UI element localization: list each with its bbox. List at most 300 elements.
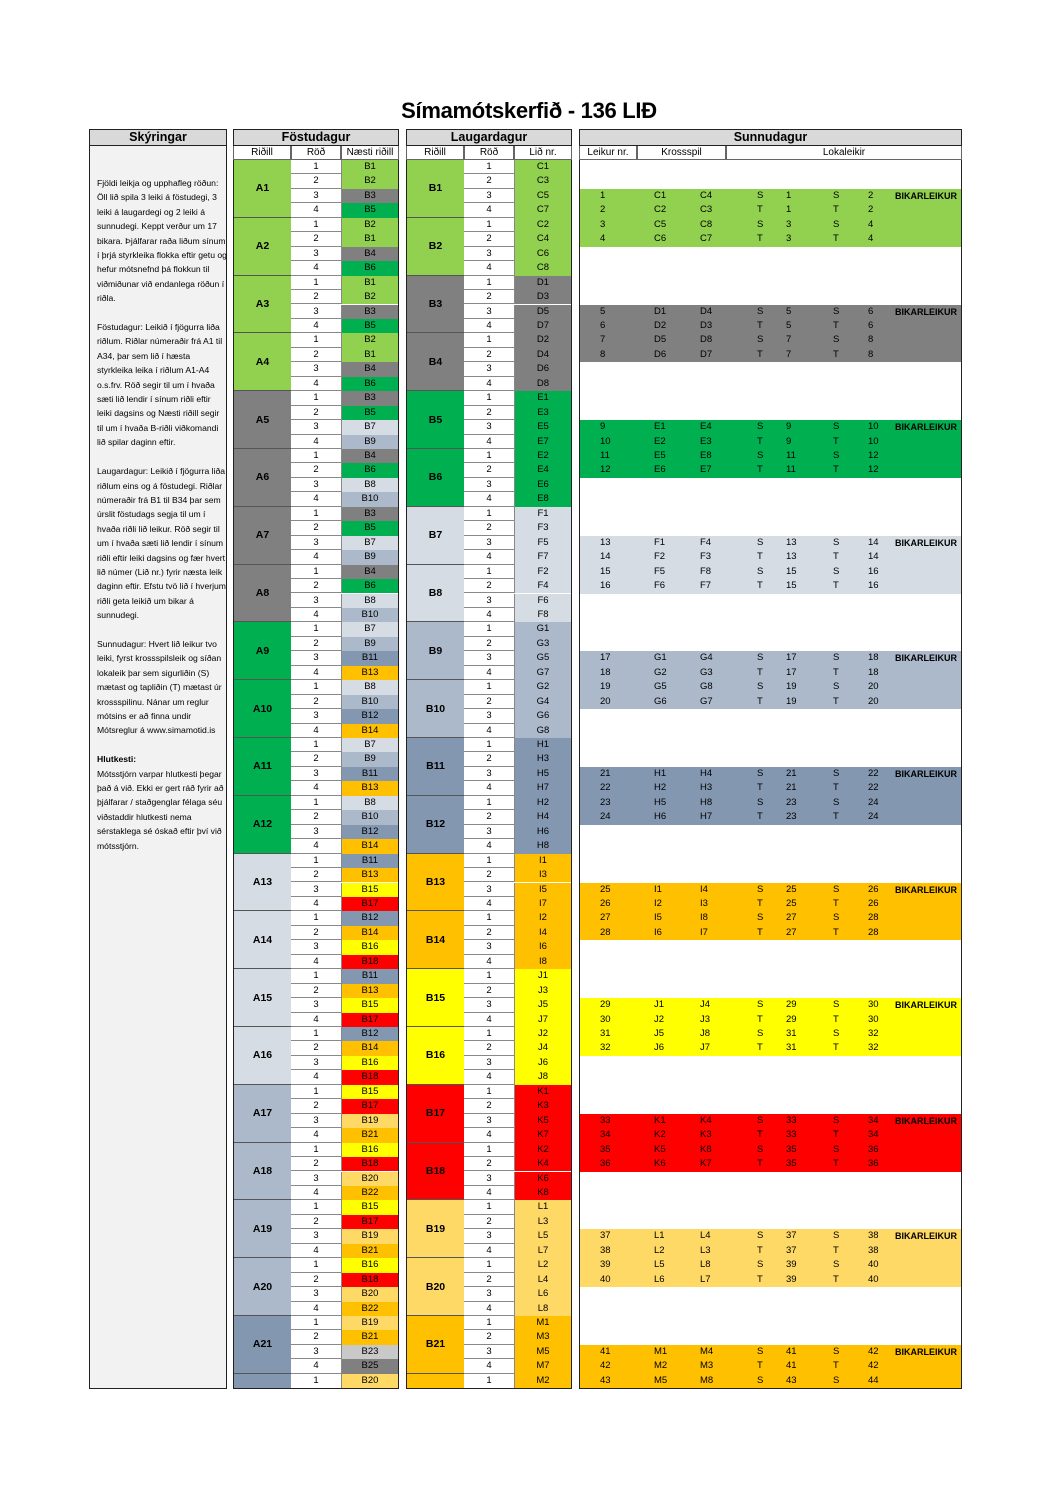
- sunnudagur-row: [580, 1244, 961, 1259]
- next-group-cell: B8: [341, 594, 398, 608]
- krossspil-team: D4: [700, 305, 713, 317]
- next-group-cell: B23: [341, 1345, 398, 1359]
- lokaleikur-value: T: [833, 464, 839, 476]
- team-cell: I7: [514, 897, 571, 911]
- sunnudagur-row: [580, 1143, 961, 1158]
- lokaleikur-value: T: [757, 233, 763, 245]
- lokaleikur-value: S: [757, 218, 764, 230]
- sunnudagur-row: [580, 333, 961, 348]
- next-group-cell: B10: [341, 492, 398, 506]
- lokaleikur-value: S: [757, 912, 764, 924]
- group-cell: B21: [407, 1316, 464, 1374]
- next-group-cell: B14: [341, 926, 398, 940]
- lokaleikur-value: S: [833, 450, 840, 461]
- leikur-nr: 26: [600, 897, 611, 909]
- next-group-cell: B17: [341, 1215, 398, 1229]
- skyringar-paragraph: Mótsstjórn varpar hlutkesti þegar það á við. Ekki er gert ráð fyrir að þjálfarar / staðgenglar félaga séu viðstaddir hlutkesti nema sérstaklega sé óskað eftir því við mótsstjórn.: [97, 768, 224, 851]
- lokaleikur-value: T: [757, 551, 763, 563]
- krossspil-team: L5: [654, 1259, 665, 1271]
- krossspil-team: K2: [654, 1129, 666, 1141]
- rod-cell: 3: [313, 652, 319, 664]
- krossspil-team: E8: [700, 450, 712, 461]
- krossspil-team: L3: [700, 1244, 711, 1256]
- rod-cell: 4: [486, 1013, 492, 1025]
- lokaleikur-value: 25: [786, 897, 797, 909]
- rod-cell: 2: [486, 580, 492, 592]
- sunnudagur-row: [580, 1041, 961, 1056]
- rod-cell: 2: [313, 984, 319, 996]
- lokaleikur-value: T: [833, 926, 839, 938]
- next-group-cell: B11: [341, 854, 398, 868]
- lokaleikur-value: 1: [786, 189, 792, 201]
- krossspil-team: J4: [700, 999, 711, 1011]
- lokaleikur-value: S: [833, 796, 840, 808]
- lokaleikur-value: S: [833, 1345, 840, 1357]
- rod-cell: 4: [313, 493, 319, 505]
- krossspil-team: K6: [654, 1158, 666, 1170]
- team-cell: L5: [514, 1229, 571, 1243]
- krossspil-team: L1: [654, 1230, 665, 1242]
- lokaleikur-value: T: [757, 464, 763, 476]
- leikur-nr: 37: [600, 1230, 611, 1242]
- leikur-nr: 42: [600, 1360, 611, 1372]
- rod-cell: 4: [313, 1013, 319, 1025]
- rod-cell: 4: [486, 435, 492, 447]
- team-cell: J5: [514, 998, 571, 1012]
- rod-cell: 1: [313, 334, 319, 346]
- team-cell: C6: [514, 247, 571, 261]
- leikur-nr: 12: [600, 464, 611, 476]
- next-group-cell: B3: [341, 305, 398, 319]
- krossspil-team: E7: [700, 464, 712, 476]
- next-group-cell: B5: [341, 319, 398, 333]
- rod-cell: 2: [313, 1273, 319, 1285]
- next-group-cell: B8: [341, 796, 398, 810]
- lokaleikur-value: 26: [868, 897, 879, 909]
- rod-cell: 4: [486, 1129, 492, 1141]
- skyringar-paragraph: Föstudagur: Leikið í fjögurra liða riðlum. Riðlar númeraðir frá A1 til A34, þar sem lið í hæsta styrkleika leika í riðlum A1-A4 o.s.frv. Röð segir til um í hvaða sæti lið lendir í sínum riðli eftir leiki dagsins og Næsti riðill segir til um í hvaða B-riðli viðkomandi lið spilar daginn eftir.: [97, 322, 223, 448]
- krossspil-team: C5: [654, 218, 667, 230]
- lokaleikur-value: 27: [786, 926, 797, 938]
- rod-cell: 3: [486, 305, 492, 317]
- krossspil-team: L8: [700, 1259, 711, 1271]
- lokaleikur-value: 36: [868, 1158, 879, 1170]
- lokaleikur-value: S: [757, 334, 764, 346]
- team-cell: K4: [514, 1157, 571, 1171]
- lokaleikur-value: S: [757, 1028, 764, 1039]
- rod-cell: 2: [313, 1331, 319, 1343]
- lokaleikur-value: T: [833, 811, 839, 823]
- rod-cell: 3: [486, 594, 492, 606]
- lokaleikur-value: 22: [868, 782, 879, 794]
- lokaleikur-value: 23: [786, 796, 797, 808]
- col-header-leikur-nr: Leikur nr.: [579, 146, 637, 160]
- sunnudagur-row: [580, 1128, 961, 1143]
- rod-cell: 1: [486, 1201, 492, 1213]
- rod-cell: 2: [313, 926, 319, 938]
- rod-cell: 2: [313, 1100, 319, 1112]
- lokaleikur-value: S: [833, 1143, 840, 1155]
- lokaleikur-value: 6: [868, 319, 874, 331]
- lokaleikur-value: 14: [868, 536, 879, 548]
- next-group-cell: B19: [341, 1229, 398, 1243]
- lokaleikur-value: 3: [786, 233, 792, 245]
- krossspil-team: M4: [700, 1345, 714, 1357]
- lokaleikur-value: 23: [786, 811, 797, 823]
- rod-cell: 1: [313, 1317, 319, 1328]
- rod-cell: 1: [486, 392, 492, 404]
- next-group-cell: B16: [341, 1056, 398, 1070]
- group-cell: A10: [234, 680, 291, 738]
- team-cell: L8: [514, 1302, 571, 1316]
- lokaleikur-value: S: [833, 189, 840, 201]
- rod-cell: 2: [486, 984, 492, 996]
- rod-cell: 2: [486, 1215, 492, 1227]
- team-cell: D5: [514, 305, 571, 319]
- sunnudagur-row: [580, 550, 961, 565]
- leikur-nr: 8: [600, 348, 606, 360]
- rod-cell: 1: [486, 681, 492, 693]
- team-cell: G2: [514, 680, 571, 694]
- rod-cell: 2: [313, 811, 319, 823]
- bikarleikur-label: BIKARLEIKUR: [895, 537, 957, 548]
- team-cell: E4: [514, 463, 571, 477]
- lokaleikur-value: T: [757, 666, 763, 678]
- col-header-ridill: Riðill: [406, 146, 464, 160]
- leikur-nr: 38: [600, 1244, 611, 1256]
- rod-cell: 4: [313, 724, 319, 736]
- rod-cell: 1: [313, 392, 319, 404]
- team-cell: H5: [514, 767, 571, 781]
- lokaleikur-value: T: [757, 1042, 763, 1054]
- sunnudagur-row: [580, 319, 961, 334]
- sunnudagur-row: [580, 897, 961, 912]
- lokaleikur-value: T: [833, 435, 839, 447]
- krossspil-team: D1: [654, 305, 667, 317]
- bikarleikur-label: BIKARLEIKUR: [895, 653, 957, 664]
- team-cell: G4: [514, 695, 571, 709]
- sunnudagur-row: [580, 1229, 961, 1244]
- team-cell: H7: [514, 781, 571, 795]
- rod-cell: 2: [313, 1042, 319, 1054]
- next-group-cell: B14: [341, 839, 398, 853]
- next-group-cell: B22: [341, 1186, 398, 1200]
- sunnudagur-row: [580, 565, 961, 580]
- group-cell: B4: [407, 333, 464, 391]
- lokaleikur-value: 31: [786, 1028, 797, 1039]
- lokaleikur-value: 41: [786, 1345, 797, 1357]
- lokaleikur-value: T: [833, 695, 839, 707]
- rod-cell: 1: [486, 334, 492, 346]
- next-group-cell: B1: [341, 160, 398, 174]
- sunnudagur-row: [580, 305, 961, 320]
- team-cell: J1: [514, 969, 571, 983]
- team-cell: F3: [514, 521, 571, 535]
- rod-cell: 1: [313, 796, 319, 808]
- rod-cell: 1: [486, 1317, 492, 1328]
- rod-cell: 4: [313, 840, 319, 852]
- team-cell: C4: [514, 232, 571, 246]
- leikur-nr: 11: [600, 450, 610, 461]
- hlutkesti-title: Hlutkesti:: [97, 754, 137, 765]
- next-group-cell: B8: [341, 478, 398, 492]
- krossspil-team: D6: [654, 348, 667, 360]
- lokaleikur-value: S: [757, 999, 764, 1011]
- next-group-cell: B25: [341, 1359, 398, 1373]
- lokaleikur-value: 8: [868, 348, 874, 360]
- team-cell: I5: [514, 883, 571, 897]
- rod-cell: 4: [486, 551, 492, 563]
- rod-cell: 2: [486, 175, 492, 187]
- rod-cell: 1: [486, 507, 492, 519]
- krossspil-team: K7: [700, 1158, 712, 1170]
- lokaleikur-value: S: [757, 883, 764, 895]
- leikur-nr: 14: [600, 551, 611, 563]
- lokaleikur-value: S: [833, 652, 840, 664]
- skyringar-text: [97, 176, 227, 867]
- next-group-cell: B6: [341, 261, 398, 275]
- lokaleikur-value: S: [833, 1259, 840, 1271]
- lokaleikur-value: S: [833, 218, 840, 230]
- team-cell: M7: [514, 1359, 571, 1373]
- team-cell: H6: [514, 825, 571, 839]
- rod-cell: 2: [486, 1042, 492, 1054]
- lokaleikur-value: 32: [868, 1028, 879, 1039]
- krossspil-team: C8: [700, 218, 713, 230]
- sunnudagur-header: Sunnudagur: [579, 129, 962, 146]
- lokaleikur-value: 42: [868, 1345, 879, 1357]
- sunnudagur-row: [580, 666, 961, 681]
- krossspil-team: H6: [654, 811, 667, 823]
- team-cell: G1: [514, 622, 571, 636]
- lokaleikur-value: S: [833, 1374, 840, 1386]
- next-group-cell: B20: [341, 1172, 398, 1186]
- lokaleikur-value: T: [757, 1273, 763, 1285]
- lokaleikur-value: 4: [868, 233, 874, 245]
- rod-cell: 2: [486, 291, 492, 303]
- leikur-nr: 6: [600, 319, 606, 331]
- sunnudagur-row: [580, 680, 961, 695]
- team-cell: H1: [514, 738, 571, 752]
- lokaleikur-value: T: [757, 204, 763, 216]
- lokaleikur-value: 2: [868, 189, 874, 201]
- lokaleikur-value: 30: [868, 999, 879, 1011]
- team-cell: D7: [514, 319, 571, 333]
- sunnudagur-row: [580, 536, 961, 551]
- lokaleikur-value: S: [833, 1114, 840, 1126]
- next-group-cell: B21: [341, 1330, 398, 1344]
- lokaleikur-value: 4: [868, 218, 874, 230]
- rod-cell: 3: [486, 767, 492, 779]
- lokaleikur-value: 36: [868, 1143, 879, 1155]
- rod-cell: 2: [486, 1331, 492, 1343]
- next-group-cell: B7: [341, 738, 398, 752]
- next-group-cell: B19: [341, 1114, 398, 1128]
- krossspil-team: M2: [654, 1360, 668, 1372]
- team-cell: M3: [514, 1330, 571, 1344]
- sunnudagur-row: [580, 1114, 961, 1129]
- rod-cell: 1: [313, 276, 319, 288]
- next-group-cell: B13: [341, 868, 398, 882]
- rod-cell: 3: [486, 247, 492, 259]
- team-cell: F4: [514, 579, 571, 593]
- rod-cell: 2: [486, 348, 492, 360]
- rod-cell: 2: [486, 926, 492, 938]
- group-cell: B3: [407, 276, 464, 334]
- col-header-naesti-ridill: Næsti riðill: [341, 146, 399, 160]
- krossspil-team: F1: [654, 536, 666, 548]
- sunnudagur-row: [580, 883, 961, 898]
- group-cell: A19: [234, 1200, 291, 1258]
- lokaleikur-value: S: [757, 681, 764, 693]
- team-cell: E8: [514, 492, 571, 506]
- krossspil-team: F7: [700, 580, 712, 592]
- lokaleikur-value: S: [757, 565, 764, 577]
- team-cell: J2: [514, 1027, 571, 1041]
- lokaleikur-value: 1: [786, 204, 792, 216]
- rod-cell: 2: [486, 1100, 492, 1112]
- next-group-cell: B9: [341, 550, 398, 564]
- krossspil-team: L7: [700, 1273, 711, 1285]
- sunnudagur-row: [580, 1157, 961, 1172]
- rod-cell: 3: [486, 883, 492, 895]
- krossspil-team: I6: [654, 926, 662, 938]
- rod-cell: 1: [486, 1374, 492, 1386]
- lokaleikur-value: 39: [786, 1273, 797, 1285]
- lokaleikur-value: T: [757, 811, 763, 823]
- rod-cell: 4: [313, 319, 319, 331]
- group-cell: A15: [234, 969, 291, 1027]
- lokaleikur-value: T: [833, 897, 839, 909]
- krossspil-team: F3: [700, 551, 712, 563]
- next-group-cell: B14: [341, 724, 398, 738]
- team-cell: F6: [514, 594, 571, 608]
- next-group-cell: B2: [341, 174, 398, 188]
- rod-cell: 2: [486, 869, 492, 881]
- rod-cell: 3: [486, 1172, 492, 1184]
- rod-cell: 1: [313, 1085, 319, 1097]
- leikur-nr: 30: [600, 1013, 611, 1025]
- leikur-nr: 4: [600, 233, 606, 245]
- next-group-cell: B22: [341, 1302, 398, 1316]
- rod-cell: 1: [486, 450, 492, 461]
- leikur-nr: 10: [600, 435, 611, 447]
- next-group-cell: B12: [341, 911, 398, 925]
- lokaleikur-value: 32: [868, 1042, 879, 1054]
- col-header-krossspil: Krossspil: [637, 146, 726, 160]
- sunnudagur-row: [580, 926, 961, 941]
- krossspil-team: K8: [700, 1143, 712, 1155]
- group-cell: A7: [234, 507, 291, 565]
- krossspil-team: G8: [700, 681, 713, 693]
- team-cell: K7: [514, 1128, 571, 1142]
- next-group-cell: B6: [341, 463, 398, 477]
- next-group-cell: B5: [341, 521, 398, 535]
- rod-cell: 2: [313, 1158, 319, 1170]
- lokaleikur-value: S: [833, 334, 840, 346]
- leikur-nr: 28: [600, 926, 611, 938]
- lokaleikur-value: T: [757, 782, 763, 794]
- rod-cell: 3: [313, 1345, 319, 1357]
- skyringar-paragraph: Laugardagur: Leikið í fjögurra liða riðlum eins og á föstudegi. Riðlar númeraðir frá B1 til B34 þar sem úrslit föstudags segja til um í hvaða riðli lið leikur. Röð segir til um í hvaða sæti lið lendir í sínum riðli eftir leiki dagsins og fær hvert lið númer (Lið nr.) fyrir næsta leik daginn eftir. Efstu tvö lið í hverjum riðli geta leikið um bikar á sunnudegi.: [97, 466, 226, 621]
- rod-cell: 1: [313, 1259, 319, 1271]
- lokaleikur-value: S: [757, 767, 764, 779]
- rod-cell: 3: [486, 1345, 492, 1357]
- rod-cell: 4: [313, 1129, 319, 1141]
- rod-cell: 3: [486, 536, 492, 548]
- team-cell: D2: [514, 333, 571, 347]
- group-cell: B12: [407, 796, 464, 854]
- sunnudagur-row: [580, 695, 961, 710]
- krossspil-team: I1: [654, 883, 662, 895]
- team-cell: D1: [514, 276, 571, 290]
- rod-cell: 2: [486, 233, 492, 245]
- team-cell: C1: [514, 160, 571, 174]
- lokaleikur-value: T: [757, 1013, 763, 1025]
- group-cell: B10: [407, 680, 464, 738]
- krossspil-team: L6: [654, 1273, 665, 1285]
- rod-cell: 4: [313, 1071, 319, 1083]
- rod-cell: 2: [486, 406, 492, 418]
- rod-cell: 4: [313, 666, 319, 678]
- krossspil-team: C1: [654, 189, 667, 201]
- lokaleikur-value: 38: [868, 1230, 879, 1242]
- rod-cell: 2: [486, 1158, 492, 1170]
- lokaleikur-value: T: [833, 580, 839, 592]
- lokaleikur-value: S: [833, 536, 840, 548]
- rod-cell: 4: [486, 377, 492, 389]
- rod-cell: 2: [313, 580, 319, 592]
- krossspil-team: D5: [654, 334, 667, 346]
- rod-cell: 1: [486, 623, 492, 635]
- krossspil-team: I7: [700, 926, 708, 938]
- leikur-nr: 17: [600, 652, 611, 664]
- krossspil-team: G5: [654, 681, 667, 693]
- rod-cell: 3: [486, 710, 492, 722]
- krossspil-team: J2: [654, 1013, 665, 1025]
- sunnudagur-row: [580, 767, 961, 782]
- group-cell: A12: [234, 796, 291, 854]
- rod-cell: 2: [486, 753, 492, 765]
- group-cell: B5: [407, 391, 464, 449]
- rod-cell: 4: [486, 493, 492, 505]
- group-cell: B8: [407, 565, 464, 623]
- lokaleikur-value: 20: [868, 681, 879, 693]
- rod-cell: 3: [486, 363, 492, 375]
- col-header-rod: Röð: [464, 146, 514, 160]
- krossspil-team: H8: [700, 796, 713, 808]
- rod-cell: 1: [486, 1143, 492, 1155]
- krossspil-team: G3: [700, 666, 713, 678]
- rod-cell: 1: [486, 1259, 492, 1271]
- rod-cell: 1: [486, 739, 492, 750]
- next-group-cell: B4: [341, 565, 398, 579]
- team-cell: I3: [514, 868, 571, 882]
- next-group-cell: B12: [341, 709, 398, 723]
- sunnudagur-row: [580, 911, 961, 926]
- next-group-cell: B5: [341, 203, 398, 217]
- skyringar-paragraph: Fjöldi leikja og upphafleg röðun: Öll lið spila 3 leiki á föstudegi, 3 leiki á laugardegi og 2 leiki á sunnudegi. Keppt verður um 17 bikara. Þjálfarar raða liðum sínum í þrjá styrkleika flokka eftir getu og hefur mótsnefnd þá flokkun til viðmiðunar við endanlega röðun í riðla.: [97, 178, 227, 304]
- group-cell: B17: [407, 1085, 464, 1143]
- sunnudagur-row: [580, 232, 961, 247]
- rod-cell: 1: [313, 970, 319, 982]
- team-cell: L4: [514, 1273, 571, 1287]
- rod-cell: 4: [486, 319, 492, 331]
- krossspil-team: E4: [700, 421, 712, 433]
- rod-cell: 3: [486, 825, 492, 837]
- team-cell: E6: [514, 478, 571, 492]
- leikur-nr: 22: [600, 782, 611, 794]
